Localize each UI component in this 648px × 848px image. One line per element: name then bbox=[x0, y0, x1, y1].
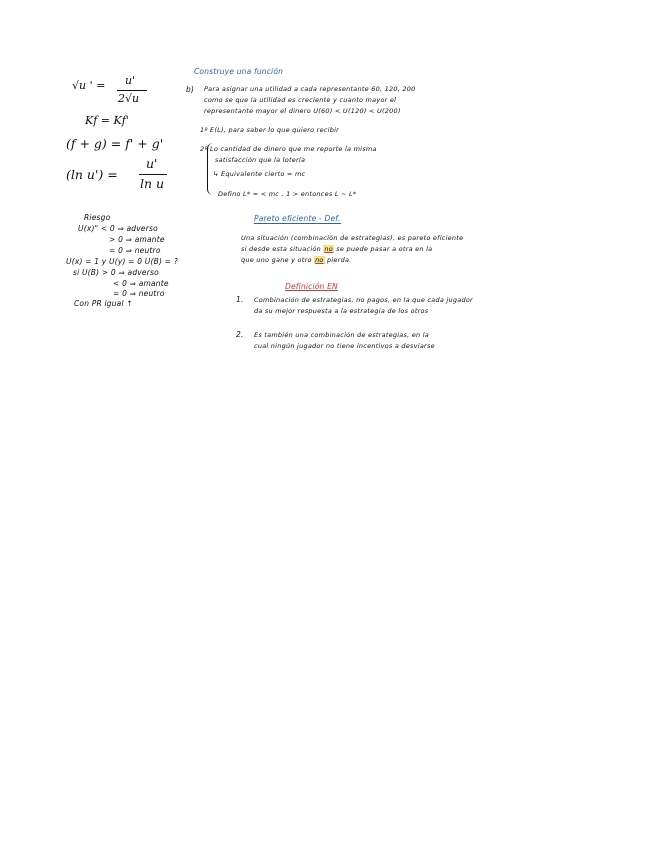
pareto-line: Una situación (combinación de estrategias), es pareto eficiente bbox=[241, 234, 464, 242]
riesgo-line: Con PR igual ↑ bbox=[74, 299, 133, 308]
formula-ln-num: u' bbox=[146, 156, 158, 171]
pareto-line bbox=[241, 257, 352, 264]
formula-sqrt-num: u' bbox=[125, 74, 136, 87]
fraction-line bbox=[117, 90, 147, 91]
step-2-line: satisfacción que la lotería bbox=[215, 156, 306, 164]
riesgo-line: U(x)" < 0 ⇒ adverso bbox=[78, 224, 158, 233]
riesgo-line: = 0 ⇒ neutro bbox=[109, 246, 161, 255]
defino-line: Defino L* = < mc , 1 > entonces L ~ L* bbox=[218, 190, 357, 198]
pareto-line bbox=[241, 246, 432, 253]
en-item-line: cual ningún jugador no tiene incentivos a desviarse bbox=[254, 342, 435, 350]
construye-title: Construye una función bbox=[194, 67, 284, 76]
item-b-line: Para asignar una utilidad a cada representante 60, 120, 200 bbox=[204, 85, 416, 93]
formula-ln-den: ln u bbox=[140, 176, 165, 191]
en-item-line: Combinación de estrategias, no pagos, en la que cada jugador bbox=[254, 296, 473, 304]
highlight-no: no bbox=[324, 245, 333, 253]
en-title: Definición EN bbox=[285, 282, 338, 291]
en-item-line: da su mejor respuesta a la estrategia de los otros bbox=[254, 307, 429, 315]
riesgo-title: Riesgo bbox=[84, 213, 111, 222]
step-2-line: ↳ Equivalente cierto = mc bbox=[213, 170, 306, 178]
highlight-no: no bbox=[315, 256, 324, 264]
en-item-line: Es también una combinación de estrategias, en la bbox=[254, 331, 430, 339]
pareto-text: pierda. bbox=[327, 256, 352, 264]
item-b-line: como se que la utilidad es creciente y cuanto mayor el bbox=[204, 96, 397, 104]
pareto-text: si desde esta situación bbox=[241, 245, 322, 253]
riesgo-line: = 0 ⇒ neutro bbox=[113, 289, 165, 298]
pareto-text: que uno gane y otro bbox=[241, 256, 312, 264]
formula-constant: Kf = Kf' bbox=[85, 114, 129, 127]
riesgo-line: U(x) = 1 y U(y) = 0 U(B) = ? bbox=[66, 257, 178, 266]
item-b-line: representante mayor el dinero U(60) < U(120) < U(200) bbox=[204, 107, 401, 115]
riesgo-line: si U(B) > 0 ⇒ adverso bbox=[73, 268, 159, 277]
en-item-number: 1. bbox=[236, 295, 244, 304]
pareto-title: Pareto eficiente - Def. bbox=[254, 214, 341, 223]
riesgo-line: < 0 ⇒ amante bbox=[113, 279, 169, 288]
formula-sum: (f + g) = f' + g' bbox=[66, 136, 164, 151]
fraction-line bbox=[139, 174, 167, 175]
formula-sqrt-lhs: √u ' = bbox=[72, 79, 106, 92]
formula-ln-lhs: (ln u') = bbox=[66, 167, 118, 182]
step-1: 1º E(L), para saber lo que quiero recibir bbox=[200, 126, 340, 134]
pareto-text: se puede pasar a otra en la bbox=[336, 245, 433, 253]
riesgo-line: > 0 ⇒ amante bbox=[109, 235, 165, 244]
item-b-label: b) bbox=[186, 85, 195, 94]
en-item-number: 2. bbox=[236, 330, 244, 339]
formula-sqrt-den: 2√u bbox=[118, 92, 140, 105]
step-2-line: 2º Lo cantidad de dinero que me reporte la misma bbox=[200, 145, 377, 153]
